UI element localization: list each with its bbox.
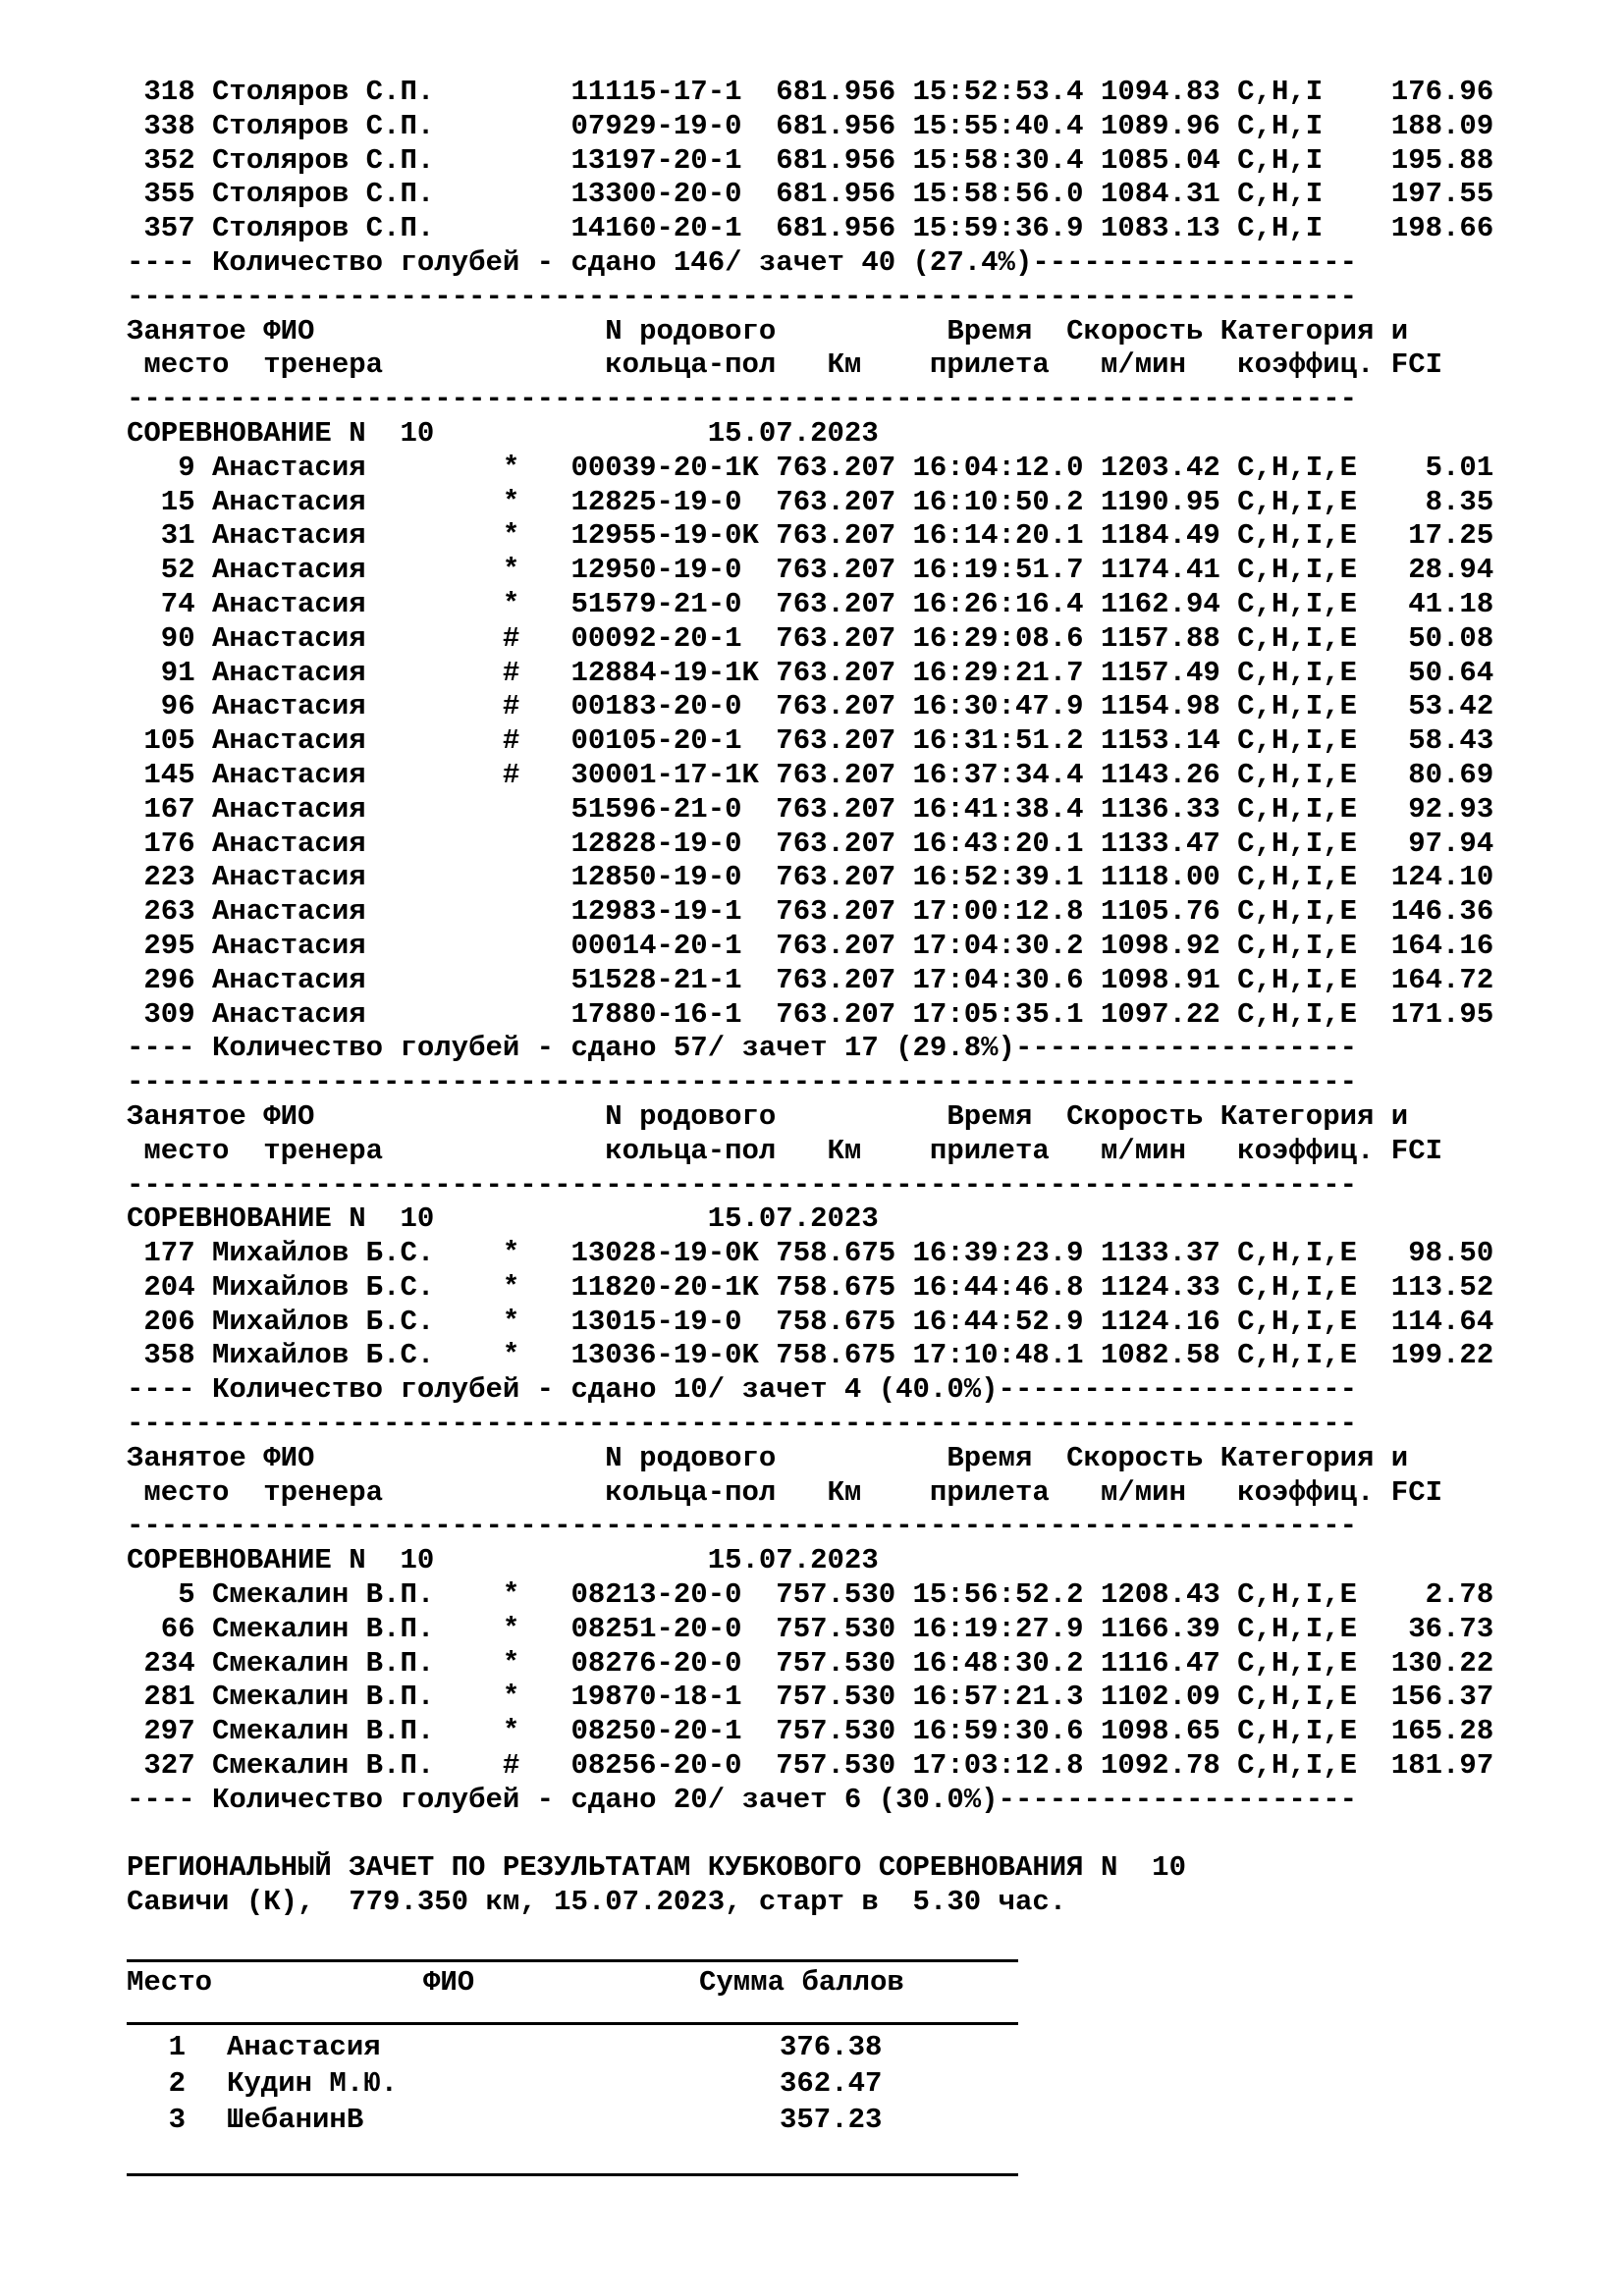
table-rule	[127, 2173, 1018, 2176]
result-row: 206 Михайлов Б.С. * 13015-19-0 758.675 16:44:52.9 1124.16 C,H,I,E 114.64	[127, 1305, 1494, 1338]
result-row: 90 Анастасия # 00092-20-1 763.207 16:29:08.6 1157.88 C,H,I,E 50.08	[127, 621, 1494, 655]
result-row: 66 Смекалин В.П. * 08251-20-0 757.530 16:19:27.9 1166.39 C,H,I,E 36.73	[127, 1612, 1494, 1645]
separator: ------------------------------------------------------------------------	[127, 383, 1358, 416]
regional-subtitle: Савичи (К), 779.350 км, 15.07.2023, старт в 5.30 час.	[127, 1886, 1067, 1919]
place: 1	[168, 2031, 186, 2064]
summary-line: ---- Количество голубей - сдано 10/ зачет 4 (40.0%)---------------------	[127, 1373, 1358, 1407]
table-header-row-2: место тренера кольца-пол Км прилета м/мин коэффиц. FCI	[127, 1475, 1443, 1509]
separator: ------------------------------------------------------------------------	[127, 1168, 1358, 1201]
result-row: 167 Анастасия 51596-21-0 763.207 16:41:38.4 1136.33 C,H,I,E 92.93	[127, 792, 1494, 826]
separator: ------------------------------------------------------------------------	[127, 1408, 1358, 1441]
regional-table	[127, 1959, 1493, 2176]
result-row: 52 Анастасия * 12950-19-0 763.207 16:19:51.7 1174.41 C,H,I,E 28.94	[127, 554, 1494, 587]
regional-row	[127, 2067, 1493, 2104]
place: 2	[168, 2067, 186, 2101]
summary-line: ---- Количество голубей - сдано 57/ зачет 17 (29.8%)--------------------	[127, 1032, 1358, 1065]
place: 3	[168, 2104, 186, 2137]
result-row: 297 Смекалин В.П. * 08250-20-1 757.530 16:59:30.6 1098.65 C,H,I,E 165.28	[127, 1715, 1494, 1748]
result-row: 96 Анастасия # 00183-20-0 763.207 16:30:47.9 1154.98 C,H,I,E 53.42	[127, 690, 1494, 723]
table-rule	[127, 2022, 1018, 2025]
result-row: 74 Анастасия * 51579-21-0 763.207 16:26:16.4 1162.94 C,H,I,E 41.18	[127, 587, 1494, 620]
result-row: 145 Анастасия # 30001-17-1K 763.207 16:37:34.4 1143.26 C,H,I,E 80.69	[127, 758, 1494, 791]
result-row: 223 Анастасия 12850-19-0 763.207 16:52:39.1 1118.00 C,H,I,E 124.10	[127, 861, 1494, 894]
result-row: 15 Анастасия * 12825-19-0 763.207 16:10:50.2 1190.95 C,H,I,E 8.35	[127, 485, 1494, 518]
results-document	[127, 76, 1493, 2176]
competition-line: СОРЕВНОВАНИЕ N 10 15.07.2023	[127, 416, 879, 450]
table-header-row-2: место тренера кольца-пол Км прилета м/мин коэффиц. FCI	[127, 348, 1443, 382]
result-row: 263 Анастасия 12983-19-1 763.207 17:00:12.8 1105.76 C,H,I,E 146.36	[127, 895, 1494, 929]
fancier-name: ШебанинВ	[227, 2104, 364, 2137]
regional-title: РЕГИОНАЛЬНЫЙ ЗАЧЕТ ПО РЕЗУЛЬТАТАМ КУБКОВОГО СОРЕВНОВАНИЯ N 10	[127, 1851, 1186, 1885]
result-row: 281 Смекалин В.П. * 19870-18-1 757.530 16:57:21.3 1102.09 C,H,I,E 156.37	[127, 1681, 1494, 1714]
result-row: 358 Михайлов Б.С. * 13036-19-0K 758.675 17:10:48.1 1082.58 C,H,I,E 199.22	[127, 1339, 1494, 1372]
result-row: 357 Столяров С.П. 14160-20-1 681.956 15:59:36.9 1083.13 C,H,I 198.66	[127, 212, 1494, 245]
result-row: 296 Анастасия 51528-21-1 763.207 17:04:30.6 1098.91 C,H,I,E 164.72	[127, 963, 1494, 996]
separator: ------------------------------------------------------------------------	[127, 1510, 1358, 1543]
result-row: 91 Анастасия # 12884-19-1K 763.207 16:29:21.7 1157.49 C,H,I,E 50.64	[127, 656, 1494, 689]
column-header: Место	[127, 1966, 213, 2000]
table-header-row-2: место тренера кольца-пол Км прилета м/мин коэффиц. FCI	[127, 1134, 1443, 1167]
fancier-name: Кудин М.Ю.	[227, 2067, 399, 2101]
table-header-row-1: Занятое ФИО N родового Время Скорость Категория и	[127, 1441, 1409, 1474]
result-row: 234 Смекалин В.П. * 08276-20-0 757.530 16:48:30.2 1116.47 C,H,I,E 130.22	[127, 1646, 1494, 1680]
result-row: 327 Смекалин В.П. # 08256-20-0 757.530 17:03:12.8 1092.78 C,H,I,E 181.97	[127, 1749, 1494, 1783]
result-row: 177 Михайлов Б.С. * 13028-19-0K 758.675 16:39:23.9 1133.37 C,H,I,E 98.50	[127, 1237, 1494, 1270]
spacer	[127, 1818, 1493, 1852]
result-row: 105 Анастасия # 00105-20-1 763.207 16:31:51.2 1153.14 C,H,I,E 58.43	[127, 724, 1494, 758]
table-header-row-1: Занятое ФИО N родового Время Скорость Категория и	[127, 1099, 1409, 1133]
competition-line: СОРЕВНОВАНИЕ N 10 15.07.2023	[127, 1544, 879, 1577]
result-row: 176 Анастасия 12828-19-0 763.207 16:43:20.1 1133.47 C,H,I,E 97.94	[127, 827, 1494, 860]
result-row: 355 Столяров С.П. 13300-20-0 681.956 15:58:56.0 1084.31 C,H,I 197.55	[127, 178, 1494, 211]
result-row: 5 Смекалин В.П. * 08213-20-0 757.530 15:56:52.2 1208.43 C,H,I,E 2.78	[127, 1578, 1494, 1612]
table-rule	[127, 1959, 1018, 1962]
result-row: 204 Михайлов Б.С. * 11820-20-1K 758.675 16:44:46.8 1124.33 C,H,I,E 113.52	[127, 1270, 1494, 1304]
competition-line: СОРЕВНОВАНИЕ N 10 15.07.2023	[127, 1202, 879, 1236]
summary-line: ---- Количество голубей - сдано 146/ зачет 40 (27.4%)-------------------	[127, 245, 1358, 279]
score: 362.47	[780, 2067, 883, 2101]
column-header: ФИО	[423, 1966, 475, 2000]
separator: ------------------------------------------------------------------------	[127, 1066, 1358, 1099]
regional-header-row	[127, 1966, 1493, 2002]
result-row: 318 Столяров С.П. 11115-17-1 681.956 15:52:53.4 1094.83 C,H,I 176.96	[127, 76, 1494, 108]
summary-line: ---- Количество голубей - сдано 20/ зачет 6 (30.0%)---------------------	[127, 1783, 1358, 1816]
result-row: 309 Анастасия 17880-16-1 763.207 17:05:35.1 1097.22 C,H,I,E 171.95	[127, 997, 1494, 1031]
score: 357.23	[780, 2104, 883, 2137]
fancier-name: Анастасия	[227, 2031, 381, 2064]
regional-row	[127, 2031, 1493, 2067]
result-row: 338 Столяров С.П. 07929-19-0 681.956 15:55:40.4 1089.96 C,H,I 188.09	[127, 109, 1494, 142]
regional-row	[127, 2104, 1493, 2140]
column-header: Сумма баллов	[699, 1966, 904, 2000]
result-row: 352 Столяров С.П. 13197-20-1 681.956 15:58:30.4 1085.04 C,H,I 195.88	[127, 143, 1494, 177]
result-row: 31 Анастасия * 12955-19-0K 763.207 16:14:20.1 1184.49 C,H,I,E 17.25	[127, 519, 1494, 553]
result-row: 9 Анастасия * 00039-20-1K 763.207 16:04:12.0 1203.42 C,H,I,E 5.01	[127, 451, 1494, 484]
table-header-row-1: Занятое ФИО N родового Время Скорость Категория и	[127, 314, 1409, 347]
separator: ------------------------------------------------------------------------	[127, 280, 1358, 313]
result-row: 295 Анастасия 00014-20-1 763.207 17:04:30.2 1098.92 C,H,I,E 164.16	[127, 929, 1494, 962]
score: 376.38	[780, 2031, 883, 2064]
